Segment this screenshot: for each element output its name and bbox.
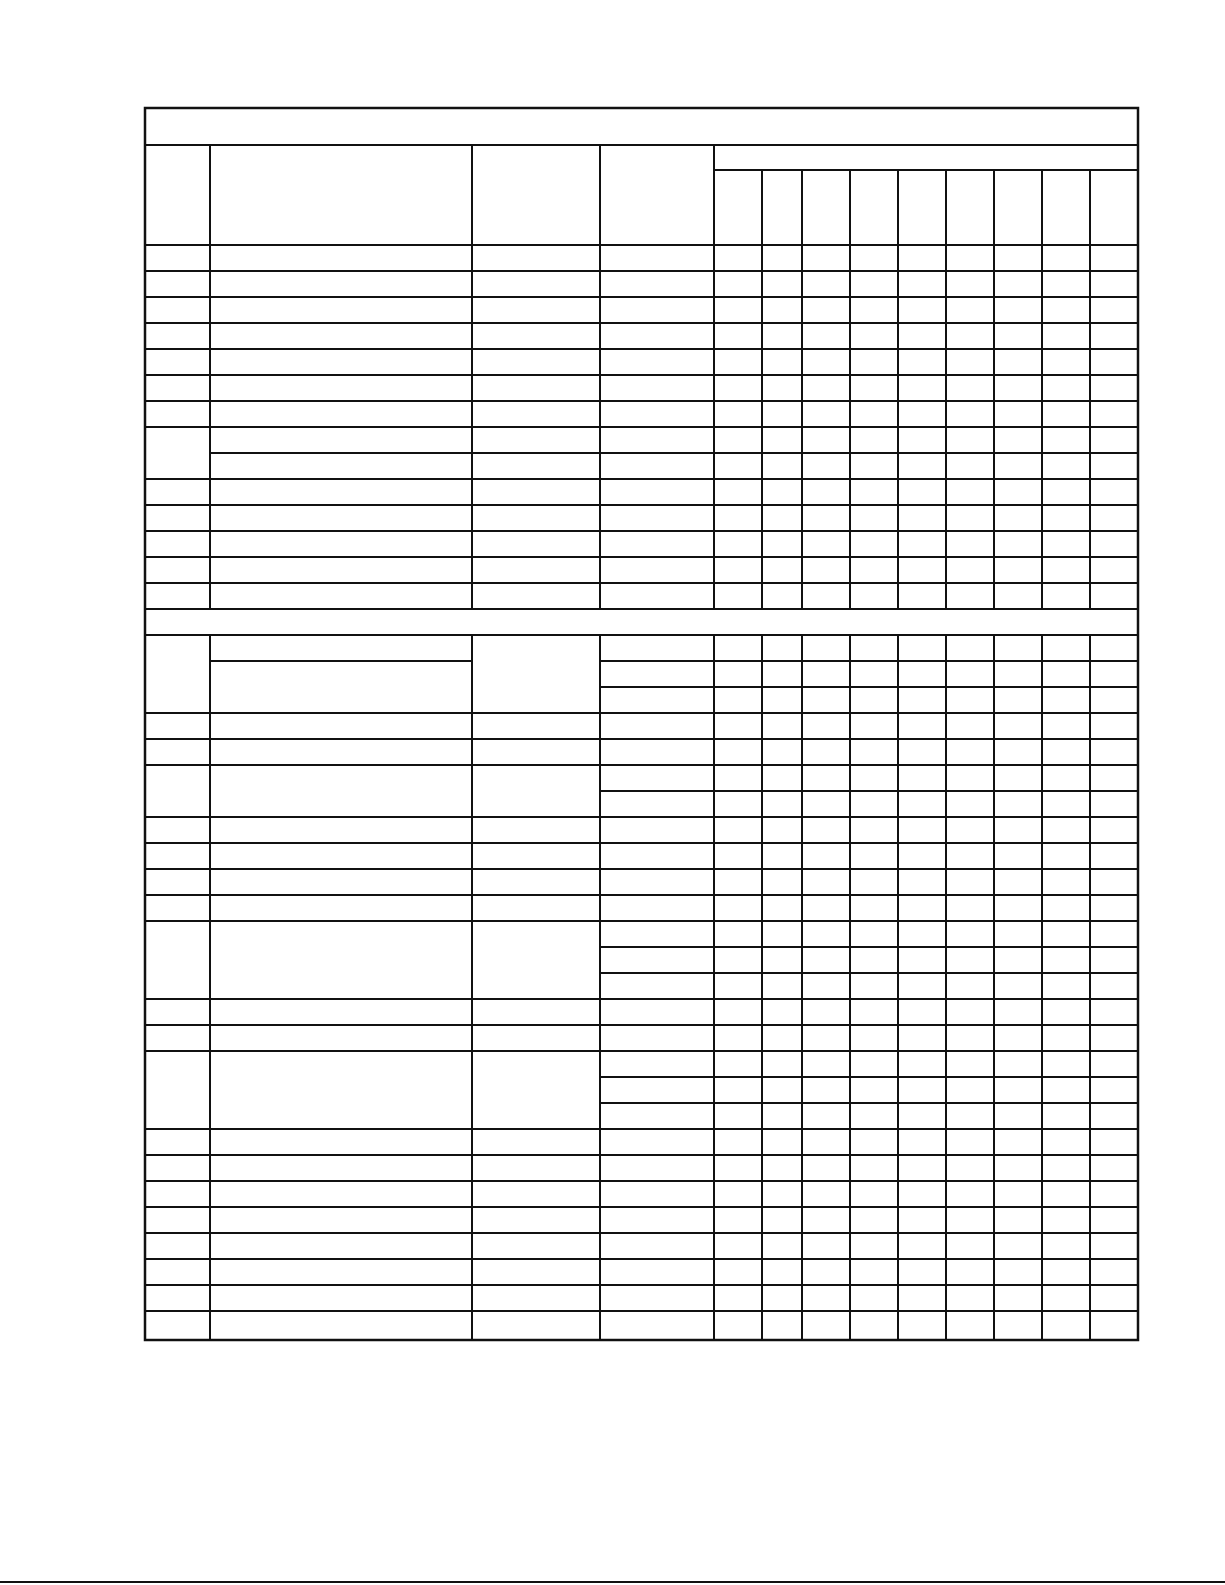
table-grid-lines — [145, 145, 1138, 1340]
